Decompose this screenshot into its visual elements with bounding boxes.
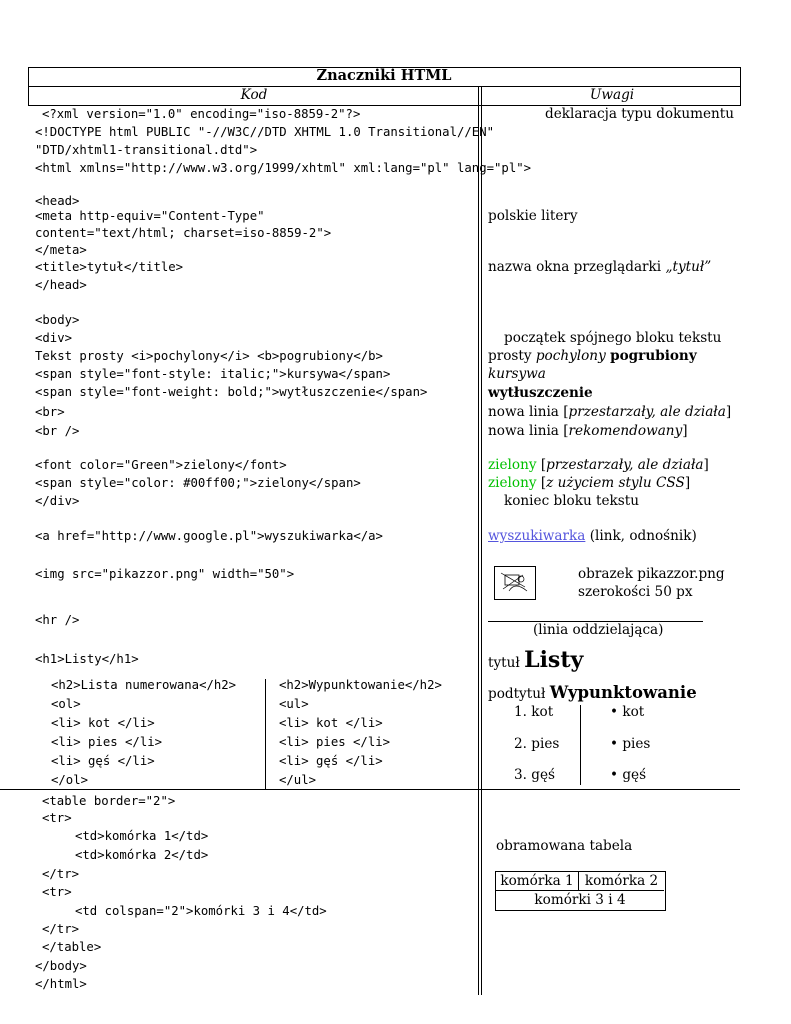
- code-doctype-2: "DTD/xhtml1-transitional.dtd">: [35, 143, 258, 157]
- code-body-open: <body>: [35, 313, 80, 327]
- note-polish-letters: polskie litery: [488, 208, 578, 224]
- table-cell-34: komórki 3 i 4: [534, 892, 626, 908]
- note-font-green: zielony [przestarzały, ale działa]: [488, 457, 709, 473]
- link-wyszukiwarka[interactable]: wyszukiwarka: [488, 528, 586, 544]
- note-br-new: [488, 423, 688, 439]
- code-br-old: <br>: [35, 405, 65, 419]
- code-table-open: <table border="2">: [42, 794, 176, 808]
- page-title: Znaczniki HTML: [316, 67, 452, 84]
- code-hr: <hr />: [35, 613, 80, 627]
- note-bracket: ]: [725, 404, 732, 420]
- note-green-word: zielony: [488, 457, 537, 473]
- code-ul-line: <ul>: [279, 697, 309, 711]
- note-newline-label: nowa linia [: [488, 423, 569, 439]
- note-h1-text: Listy: [524, 647, 584, 673]
- note-hr: (linia oddzielająca): [533, 622, 664, 638]
- code-span-green: <span style="color: #00ff00;">zielony</span>: [35, 476, 361, 490]
- code-ol-line: </ol>: [51, 773, 89, 787]
- code-meta-1: <meta http-equiv="Content-Type": [35, 209, 265, 223]
- note-h1-prefix: tytuł: [488, 655, 520, 671]
- ul-item: • kot: [610, 704, 645, 720]
- code-font-green: <font color="Green">zielony</font>: [35, 458, 287, 472]
- code-ul-line: <li> gęś </li>: [279, 754, 383, 768]
- ul-item: • pies: [610, 736, 651, 752]
- ol-item: 2. pies: [514, 736, 560, 752]
- note-h2-text: Wypunktowanie: [549, 683, 697, 702]
- note-text-styles: [488, 348, 697, 364]
- rendered-list-divider: [580, 705, 581, 785]
- note-bracket: ]: [703, 457, 709, 473]
- code-doctype-1: <!DOCTYPE html PUBLIC "-//W3C//DTD XHTML 1.0 Transitional//EN": [35, 125, 495, 139]
- note-link-row: [488, 528, 697, 544]
- note-bracket: ]: [684, 475, 691, 491]
- code-tr-open: <tr>: [42, 885, 72, 899]
- ol-item: 1. kot: [514, 704, 554, 720]
- note-link: (link, odnośnik): [585, 528, 697, 544]
- note-window-title: [488, 259, 711, 275]
- section-divider: [0, 789, 740, 790]
- code-span-italic: <span style="font-style: italic;">kursywa</span>: [35, 367, 391, 381]
- code-xml-declaration: <?xml version="1.0" encoding="iso-8859-2"?>: [42, 107, 361, 121]
- note-doctype: deklaracja typu dokumentu: [545, 106, 734, 122]
- code-ol-line: <h2>Lista numerowana</h2>: [51, 678, 237, 692]
- note-italic: pochylony: [535, 348, 606, 364]
- note-kursywa: kursywa: [488, 366, 546, 382]
- table-cell-1: komórka 1: [500, 873, 574, 889]
- code-meta-close: </meta>: [35, 243, 87, 257]
- code-br-new: <br />: [35, 424, 80, 438]
- note-bracket: ]: [682, 423, 688, 439]
- note-green-word: zielony: [488, 475, 537, 491]
- code-td-colspan: <td colspan="2">komórki 3 i 4</td>: [75, 904, 327, 918]
- code-div-open: <div>: [35, 331, 73, 345]
- code-div-close: </div>: [35, 494, 80, 508]
- image-pikazzor: [494, 566, 536, 600]
- code-img: <img src="pikazzor.png" width="50">: [35, 567, 295, 581]
- code-td-2: <td>komórka 2</td>: [75, 848, 209, 862]
- code-ul-line: </ul>: [279, 773, 317, 787]
- code-ol-line: <li> gęś </li>: [51, 754, 155, 768]
- note-table: obramowana tabela: [496, 838, 633, 854]
- ul-item: • gęś: [610, 767, 647, 783]
- note-block-end: koniec bloku tekstu: [504, 493, 639, 509]
- code-link: <a href="http://www.google.pl">wyszukiwarka</a>: [35, 529, 383, 543]
- code-tr-close: </tr>: [42, 922, 80, 936]
- code-ul-line: <li> kot </li>: [279, 716, 383, 730]
- code-title: <title>tytuł</title>: [35, 260, 184, 274]
- code-tr-close: </tr>: [42, 867, 80, 881]
- sketch-icon: [495, 567, 535, 599]
- code-html-open: <html xmlns="http://www.w3.org/1999/xhtml" xml:lang="pl" lang="pl">: [35, 161, 532, 175]
- rendered-table-row-line: [496, 890, 664, 891]
- note-plain: prosty: [488, 348, 532, 364]
- note-h2-prefix: podtytuł: [488, 686, 546, 702]
- note-css: z użyciem stylu CSS: [546, 475, 685, 491]
- note-deprecated: przestarzały, ale działa: [546, 457, 704, 473]
- note-img-2: szerokości 50 px: [578, 584, 693, 600]
- code-td-1: <td>komórka 1</td>: [75, 829, 209, 843]
- ol-item: 3. gęś: [514, 767, 556, 783]
- note-bold: pogrubiony: [610, 348, 697, 364]
- code-ul-line: <h2>Wypunktowanie</h2>: [279, 678, 442, 692]
- column-header-notes: Uwagi: [589, 87, 635, 103]
- table-cell-2: komórka 2: [584, 873, 659, 889]
- note-span-green: zielony [z użyciem stylu CSS]: [488, 475, 691, 491]
- note-h1-row: [488, 648, 583, 675]
- note-block-start: początek spójnego bloku tekstu: [504, 330, 722, 346]
- note-recommended: rekomendowany: [568, 423, 683, 439]
- code-table-close: </table>: [42, 940, 102, 954]
- code-head-close: </head>: [35, 278, 87, 292]
- code-html-close: </html>: [35, 977, 87, 991]
- list-code-divider: [265, 679, 266, 790]
- column-divider-left: [478, 87, 479, 995]
- column-header-code: Kod: [240, 87, 268, 103]
- note-br-old: [488, 404, 731, 420]
- note-window-title-prefix: nazwa okna przeglądarki: [488, 259, 666, 275]
- note-wytluszczenie: wytłuszczenie: [488, 385, 593, 401]
- column-divider-right: [481, 87, 482, 995]
- code-tr-open: <tr>: [42, 811, 72, 825]
- code-body-close: </body>: [35, 959, 87, 973]
- code-ul-line: <li> pies </li>: [279, 735, 391, 749]
- code-h1: <h1>Listy</h1>: [35, 652, 139, 666]
- code-head-open: <head>: [35, 194, 80, 208]
- code-ol-line: <li> kot </li>: [51, 716, 155, 730]
- code-ol-line: <ol>: [51, 697, 81, 711]
- note-deprecated: przestarzały, ale działa: [568, 404, 726, 420]
- code-ol-line: <li> pies </li>: [51, 735, 163, 749]
- note-newline-label: nowa linia [: [488, 404, 569, 420]
- note-img-1: obrazek pikazzor.png: [578, 566, 725, 582]
- code-meta-2: content="text/html; charset=iso-8859-2">: [35, 226, 332, 240]
- note-window-title-value: „tytuł”: [665, 259, 712, 275]
- note-h2-row: [488, 684, 697, 703]
- code-span-bold: <span style="font-weight: bold;">wytłuszczenie</span>: [35, 385, 428, 399]
- code-text-line: Tekst prosty <i>pochylony</i> <b>pogrubiony</b>: [35, 349, 383, 363]
